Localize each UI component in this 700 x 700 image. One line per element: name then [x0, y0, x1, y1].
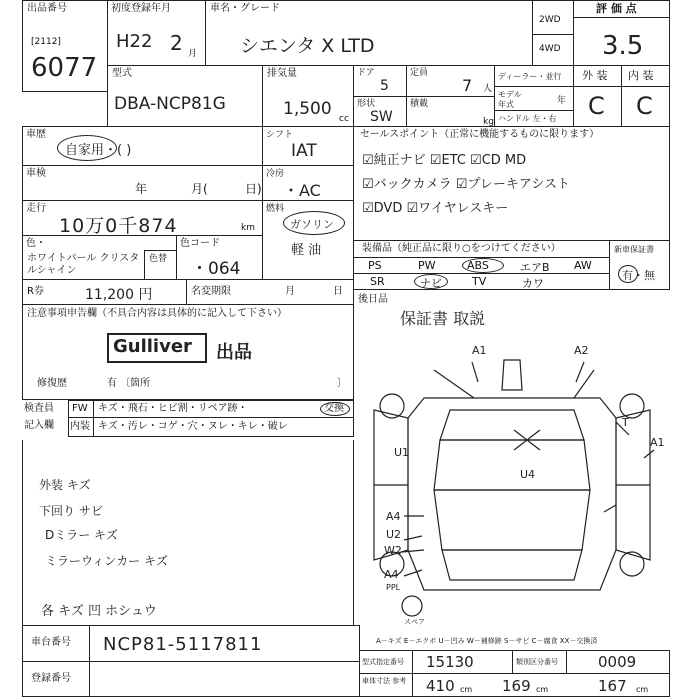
- lot-label: 出品番号: [27, 3, 67, 14]
- deadline-label: 名変期限: [191, 286, 231, 297]
- inspection-label: 車検: [26, 168, 46, 179]
- mark-u4: U4: [520, 468, 536, 481]
- score-label: 評 価 点: [596, 2, 637, 15]
- inspector-interior-items: キズ・汚レ・コゲ・穴・ヌレ・キレ・破レ: [98, 421, 288, 432]
- mileage-label: 走行: [26, 203, 46, 214]
- inspector-label2: 記入欄: [24, 420, 54, 431]
- recycle-cell: [22, 279, 187, 305]
- car-diagram: [354, 340, 670, 626]
- fuel-diesel: 軽 油: [291, 243, 322, 258]
- int-label: 内 装: [628, 69, 654, 82]
- mark-w2: W2: [384, 544, 402, 557]
- color-change-label: 色替: [149, 254, 168, 264]
- equip-pw: PW: [418, 259, 436, 272]
- inspection-year: 年: [135, 182, 148, 196]
- gulliver-suffix: 出品: [216, 342, 252, 363]
- car-windshield: [434, 440, 590, 490]
- length-value: 410: [426, 677, 455, 695]
- condition-cell: [573, 65, 670, 127]
- color-code-label: 色コード: [180, 238, 220, 249]
- spare-tire: [402, 596, 422, 616]
- diagram-legend: A－キズ E－エクボ U－凹み W－補修跡 S－サビ C－腐食 XX－交換済: [376, 637, 598, 645]
- color-code-cell: [176, 235, 263, 280]
- car-roof-front: [440, 410, 584, 440]
- color-label: 色・: [26, 238, 46, 249]
- equip-airbag: エアB: [520, 261, 550, 274]
- warranty-cell: [609, 240, 670, 290]
- recycle-value: 11,200 円: [85, 287, 153, 303]
- deadline-day: 日: [333, 286, 343, 297]
- mark-spare: スペア: [404, 618, 425, 626]
- score-cell: [573, 0, 670, 66]
- car-roof: [434, 490, 590, 550]
- warranty-label: 新車保証書: [614, 245, 654, 254]
- capacity-unit: 人: [483, 84, 493, 94]
- ac-value: ・AC: [283, 181, 321, 200]
- usage-label: 車歴: [26, 129, 46, 140]
- later-value: 保証書 取説: [400, 309, 486, 328]
- spec-cell: [359, 650, 670, 697]
- lot-number-cell: [22, 0, 108, 92]
- car-body-outline: [408, 398, 616, 590]
- mileage-unit: km: [241, 223, 255, 233]
- equip-leather: カワ: [522, 277, 544, 290]
- first-reg-label: 初度登録年月: [111, 3, 171, 14]
- first-reg-cell: [107, 0, 206, 66]
- type-label: 型式: [112, 68, 132, 79]
- usage-cell: [22, 126, 263, 166]
- selling-line2: ☑バックカメラ ☑プレーキアシスト: [362, 177, 571, 192]
- chassis-label: 車台番号: [31, 637, 71, 648]
- int-value: C: [636, 92, 653, 120]
- remark-3: Dミラー キズ: [45, 528, 118, 542]
- displacement-cell: [262, 65, 354, 127]
- drive-2wd: 2WD: [539, 15, 561, 25]
- color-change-cell: [144, 250, 177, 280]
- selling-label: セールスポイント（正常に機能するものに限ります）: [360, 129, 600, 140]
- selling-cell: [353, 126, 670, 241]
- reg-label: 登録番号: [31, 673, 71, 684]
- shift-cell: [262, 126, 354, 166]
- dealer-cell: [494, 65, 574, 127]
- height-unit: cm: [636, 685, 649, 694]
- ac-label: 冷房: [266, 169, 285, 179]
- chassis-value: NCP81-5117811: [103, 634, 263, 655]
- shift-label: シフト: [266, 130, 294, 140]
- ext-label: 外 装: [582, 69, 608, 82]
- later-label: 後日品: [358, 294, 388, 305]
- shape-value: SW: [370, 109, 393, 125]
- mark-u1: U1: [394, 446, 410, 459]
- equip-ps: PS: [368, 259, 382, 272]
- later-cell: [353, 289, 670, 337]
- first-reg-month: 2: [170, 31, 183, 55]
- equip-tv: TV: [472, 275, 487, 288]
- width-unit: cm: [536, 685, 549, 694]
- chassis-cell: [22, 625, 360, 662]
- reg-cell: [22, 661, 360, 697]
- load-unit: kg: [483, 117, 494, 127]
- capacity-value: 7: [462, 76, 473, 95]
- length-unit: cm: [460, 685, 473, 694]
- recycle-label: R券: [27, 286, 44, 297]
- notes-cell: [22, 304, 354, 400]
- remarks-cell: [22, 440, 354, 626]
- first-reg-month-unit: 月: [188, 49, 198, 59]
- equip-abs: ABS: [467, 259, 489, 272]
- model-no-value: 15130: [426, 653, 474, 671]
- load-label: 積載: [410, 99, 429, 109]
- model-year-label: モデル年式: [498, 90, 522, 109]
- repair-close: 〕: [337, 378, 347, 389]
- drive-4wd: 4WD: [539, 44, 561, 54]
- capacity-cell: [406, 65, 495, 97]
- dealer-label: ディーラー・並行: [498, 72, 562, 81]
- type-cell: [107, 65, 263, 127]
- displacement-value: 1,500: [283, 99, 332, 119]
- fuel-gas: ガソリン: [290, 218, 334, 231]
- model-no-label: 型式指定番号: [362, 658, 404, 666]
- class-no-value: 0009: [598, 653, 637, 671]
- width-value: 169: [502, 677, 531, 695]
- model-value: シエンタ X LTD: [240, 35, 375, 57]
- fuel-cell: [262, 200, 354, 280]
- equip-navi: ナビ: [420, 277, 442, 290]
- repair-label: 修復歴: [37, 378, 67, 389]
- gulliver-brand: Gulliver: [113, 336, 192, 357]
- doors-value: 5: [380, 78, 389, 94]
- car-rear-glass: [442, 550, 582, 580]
- shape-cell: [353, 96, 407, 127]
- class-no-label: 類別区分番号: [516, 658, 558, 666]
- equipment-label: 装備品（純正品に限り○をつけてください）: [362, 243, 561, 254]
- drive-cell: [532, 0, 574, 66]
- doors-label: ドア: [357, 68, 375, 78]
- equip-sr: SR: [370, 275, 385, 288]
- mark-a2-front: A2: [574, 344, 589, 357]
- handle-label: ハンドル 左・右: [498, 114, 557, 123]
- remark-1: 外装 キズ: [39, 478, 91, 492]
- inspector-block: [22, 400, 354, 440]
- mark-a4-rear: A4: [384, 568, 399, 581]
- shape-label: 形状: [357, 99, 376, 109]
- deadline-cell: [186, 279, 354, 305]
- length-label: 車体寸法 参考: [362, 677, 407, 685]
- equipment-cell: [353, 240, 610, 290]
- warranty-value: 有・無: [622, 269, 655, 282]
- deadline-month: 月: [285, 286, 295, 297]
- doors-cell: [353, 65, 407, 97]
- remark-2: 下回り サビ: [39, 504, 103, 518]
- inspection-day: 日): [245, 182, 262, 196]
- first-reg-era: H22: [116, 31, 153, 52]
- inspector-fw-circled: 交換: [324, 403, 344, 414]
- selling-line1: ☑純正ナビ ☑ETC ☑CD MD: [362, 153, 527, 168]
- inspector-fw-items: キズ・飛石・ヒビ割・リペア跡・: [98, 403, 248, 414]
- mark-a4: A4: [386, 510, 401, 523]
- mark-ppl: PPL: [386, 583, 401, 592]
- color-value: ホワイトパール クリスタルシャイン: [27, 253, 140, 276]
- wheel-rear-right: [620, 552, 644, 576]
- model-cell: [205, 0, 533, 66]
- score-value: 3.5: [602, 31, 644, 61]
- model-label: 車名・グレード: [210, 3, 280, 14]
- repair-value: 有 〔箇所: [107, 378, 151, 389]
- equip-aw: AW: [574, 259, 592, 272]
- usage-value: 自家用・( ): [65, 143, 132, 158]
- ext-value: C: [588, 92, 605, 120]
- inspector-fw: FW: [72, 403, 88, 414]
- lot-sub: [2112]: [31, 37, 61, 47]
- ac-cell: [262, 165, 354, 201]
- capacity-label: 定員: [410, 68, 429, 78]
- mileage-cell: [22, 200, 263, 236]
- inspection-month: 月(: [191, 182, 208, 196]
- lot-number: 6077: [31, 53, 98, 83]
- load-cell: [406, 96, 495, 127]
- fuel-label: 燃料: [266, 204, 285, 214]
- height-value: 167: [598, 677, 627, 695]
- selling-line3: ☑DVD ☑ワイヤレスキー: [362, 201, 509, 216]
- shift-value: IAT: [291, 141, 317, 161]
- mark-a1-front: A1: [472, 344, 487, 357]
- model-year-unit: 年: [557, 96, 567, 106]
- displacement-label: 排気量: [267, 68, 297, 79]
- inspector-interior: 内装: [70, 421, 90, 432]
- type-value: DBA-NCP81G: [114, 94, 226, 114]
- displacement-unit: cc: [339, 114, 349, 124]
- inspector-label1: 検査員: [24, 403, 54, 414]
- color-code-value: ・064: [191, 259, 241, 279]
- mileage-value: 10万0千874: [59, 215, 178, 237]
- mark-t: T: [622, 416, 629, 429]
- inspection-cell: [22, 165, 263, 201]
- notes-label: 注意事項申告欄（不具合内容は具体的に記入して下さい）: [27, 308, 287, 319]
- remark-5: 各 キズ 凹 ホシュウ: [41, 604, 157, 619]
- mark-u2: U2: [386, 528, 402, 541]
- mark-a1-right: A1: [650, 436, 665, 449]
- remark-4: ミラーウィンカー キズ: [45, 554, 168, 568]
